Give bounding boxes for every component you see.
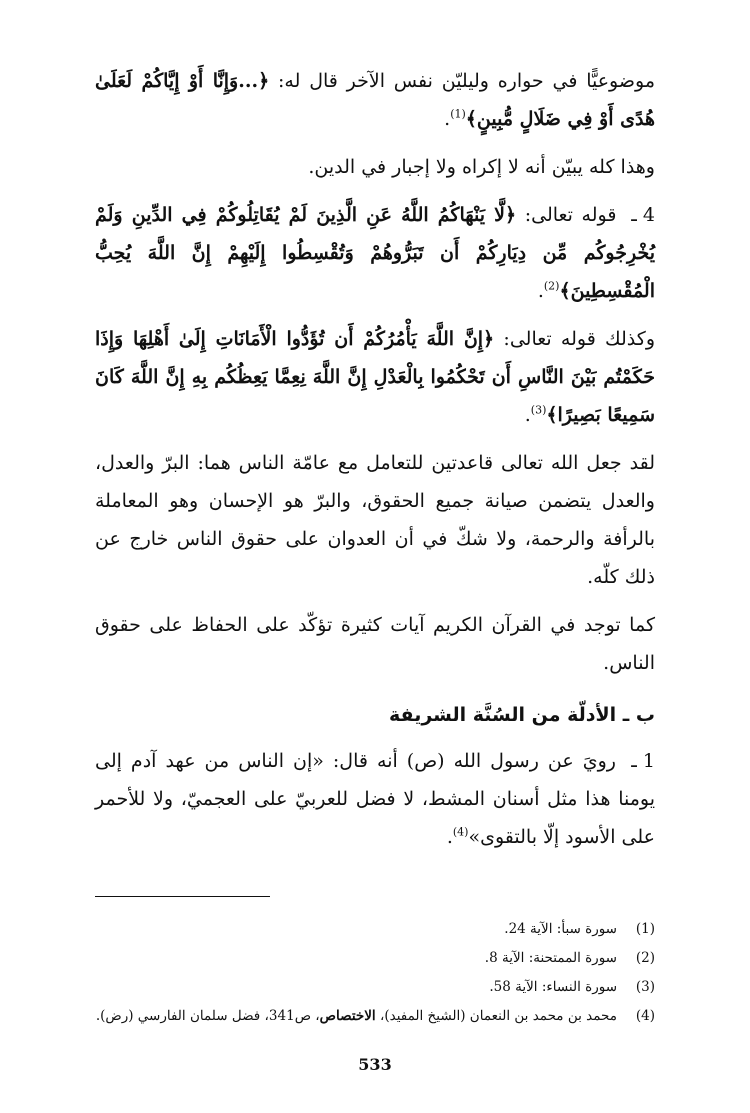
footnote-location: ، ص341، فضل سلمان الفارسي (رض). <box>95 1008 320 1024</box>
paragraph-text: رويَ عن رسول الله (ص) أنه قال: «إن الناس من عهد آدم إلى يومنا هذا مثل أسنان المشط، لا فضل للعربيّ على العجميّ، ولا للأحمر على الأسود إلّا بالتقوى» <box>95 750 655 848</box>
footnote-ref: (2) <box>543 279 560 293</box>
footnote-text <box>96 1002 617 1031</box>
item-number: 4 ـ <box>631 204 655 226</box>
footnote-book-title: الاختصاص <box>319 1008 376 1024</box>
footnote-text: سورة سبأ: الآية 24. <box>504 921 617 937</box>
quran-verse: ﴿إِنَّ اللَّهَ يَأْمُرُكُمْ أَن تُؤَدُّوا الْأَمَانَاتِ إِلَىٰ أَهْلِهَا وَإِذَا حَكَمْتُم بَيْنَ النَّاسِ أَن تَحْكُمُوا بِالْعَدْلِ إِنَّ اللَّهَ نِعِمَّا يَعِظُكُم بِهِ إِنَّ اللَّهَ كَانَ سَمِيعًا بَصِيرًا﴾ <box>95 328 655 426</box>
footnote-3 <box>95 973 655 1002</box>
footnote-author: محمد بن محمد بن النعمان (الشيخ المفيد)، <box>375 1008 617 1024</box>
footnote-number: (4) <box>635 1008 655 1024</box>
footnote-ref: (3) <box>530 403 547 417</box>
paragraph-text: قوله تعالى: <box>516 204 617 226</box>
footnote-2 <box>95 944 655 973</box>
paragraph-4: وكذلك قوله تعالى: ﴿إِنَّ اللَّهَ يَأْمُرُكُمْ أَن تُؤَدُّوا الْأَمَانَاتِ إِلَىٰ أَهْلِهَا وَإِذَا حَكَمْتُم بَيْنَ النَّاسِ أَن تَحْكُمُوا بِالْعَدْلِ إِنَّ اللَّهَ نِعِمَّا يَعِظُكُم بِهِ إِنَّ اللَّهَ كَانَ سَمِيعًا بَصِيرًا﴾$^{(3)}$. <box>95 328 655 426</box>
footnote-4 <box>95 1002 655 1031</box>
footnote-number: (1) <box>635 921 655 937</box>
footnote-1 <box>95 915 655 944</box>
paragraph-text: موضوعيًّا في حواره وليليّن نفس الآخر قال له: <box>269 70 655 92</box>
item-number: 1 ـ <box>631 750 655 772</box>
paragraph-6: كما توجد في القرآن الكريم آيات كثيرة تؤكّد على الحفاظ على حقوق الناس. <box>95 614 655 674</box>
quran-verse: ﴿لَّا يَنْهَاكُمُ اللَّهُ عَنِ الَّذِينَ لَمْ يُقَاتِلُوكُمْ فِي الدِّينِ وَلَمْ يُخْرِجُوكُم مِّن دِيَارِكُمْ أَن تَبَرُّوهُمْ وَتُقْسِطُوا إِلَيْهِمْ إِنَّ اللَّهَ يُحِبُّ الْمُقْسِطِينَ﴾ <box>95 204 655 302</box>
footnote-number: (3) <box>635 979 655 995</box>
footnote-separator <box>95 896 270 897</box>
page-number: 533 <box>358 1055 392 1074</box>
footnote-text: سورة الممتحنة: الآية 8. <box>484 950 617 966</box>
paragraph-2: وهذا كله يبيّن أنه لا إكراه ولا إجبار في الدين. <box>308 156 655 178</box>
paragraph-5: لقد جعل الله تعالى قاعدتين للتعامل مع عامّة الناس هما: البرّ والعدل، والعدل يتضمن صيانة جميع الحقوق، والبرّ هو الإحسان وهو المعاملة بالرأفة والرحمة، ولا شكّ في أن العدوان على حقوق الناس خارج عن ذلك كلّه. <box>95 452 655 588</box>
footnote-ref: (1) <box>450 107 466 121</box>
section-heading: ب ـ الأدلّة من السُنَّة الشريفة <box>389 704 655 726</box>
paragraph-1: موضوعيًّا في حواره وليليّن نفس الآخر قال له: ﴿...وَإِنَّا أَوْ إِيَّاكُمْ لَعَلَىٰ هُدًى أَوْ فِي ضَلَالٍ مُّبِينٍ﴾$^{(1)}$. <box>95 70 655 130</box>
footnote-number: (2) <box>635 950 655 966</box>
quran-verse: ﴿...وَإِنَّا أَوْ إِيَّاكُمْ لَعَلَىٰ هُدًى أَوْ فِي ضَلَالٍ مُّبِينٍ﴾ <box>95 70 655 130</box>
footnote-ref: (4) <box>452 825 469 839</box>
paragraph-7: 1 ـ رويَ عن رسول الله (ص) أنه قال: «إن الناس من عهد آدم إلى يومنا هذا مثل أسنان المشط، لا فضل للعربيّ على العجميّ، ولا للأحمر على الأسود إلّا بالتقوى»$^{(4)}$. <box>95 742 655 856</box>
footnote-text: سورة النساء: الآية 58. <box>489 979 617 995</box>
paragraph-text: وكذلك قوله تعالى: <box>494 328 655 350</box>
paragraph-3: 4 ـ قوله تعالى: ﴿لَّا يَنْهَاكُمُ اللَّهُ عَنِ الَّذِينَ لَمْ يُقَاتِلُوكُمْ فِي الدِّينِ وَلَمْ يُخْرِجُوكُم مِّن دِيَارِكُمْ أَن تَبَرُّوهُمْ وَتُقْسِطُوا إِلَيْهِمْ إِنَّ اللَّهَ يُحِبُّ الْمُقْسِطِينَ﴾$^{(2)}$. <box>95 196 655 310</box>
